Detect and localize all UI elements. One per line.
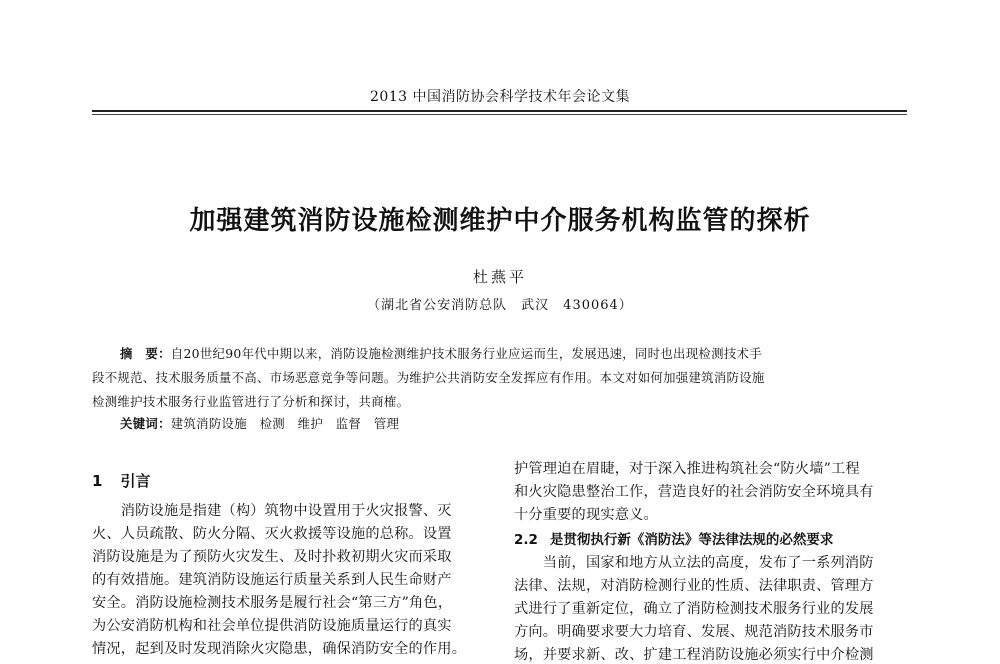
abstract-line: 段不规范、技术服务质量不高、市场恶意竞争等问题。为维护公共消防安全发挥应有作用。本文对如何加强建筑消防设施: [92, 370, 765, 385]
body-line: 式进行了重新定位，确立了消防检测技术服务行业的发展: [514, 601, 874, 617]
header-rule-thin: [92, 114, 907, 115]
body-line: 场，并要求新、改、扩建工程消防设施必须实行中介检测: [514, 647, 874, 663]
keywords-label: 关键词：: [120, 416, 171, 431]
subsection-heading: [514, 528, 908, 548]
paper-title: 加强建筑消防设施检测维护中介服务机构监管的探析: [189, 206, 811, 236]
body-line: 法律、法规，对消防检测行业的性质、法律职责、管理方: [514, 578, 874, 594]
author-affiliation: （湖北省公安消防总队 武汉 430064）: [367, 298, 633, 313]
body-line: 为公安消防机构和社会单位提供消防设施质量运行的真实: [92, 618, 452, 634]
body-line: 情况，起到及时发现消除火灾隐患，确保消防安全的作用。: [92, 641, 467, 657]
body-line: 当前，国家和地方从立法的高度，发布了一系列消防: [514, 555, 874, 571]
subsection-number: 2.2: [514, 532, 538, 548]
section-title: 引言: [120, 472, 151, 490]
keywords-text: 建筑消防设施 检测 维护 监督 管理: [170, 416, 400, 431]
section-number: 1: [92, 472, 103, 490]
header-rule: [92, 110, 907, 112]
abstract-text: 自20世纪90年代中期以来，消防设施检测维护技术服务行业应运而生，发展迅速，同时也出现检测技术手: [170, 346, 762, 361]
body-line: 的有效措施。建筑消防设施运行质量关系到人民生命财产: [92, 572, 452, 588]
body-line: 方向。明确要求要大力培育、发展、规范消防技术服务市: [514, 624, 874, 640]
abstract-line: [92, 344, 907, 362]
body-line: 消防设施是为了预防火灾发生、及时扑救初期火灾而采取: [92, 549, 452, 565]
body-line: 火、人员疏散、防火分隔、灭火救援等设施的总称。设置: [92, 526, 452, 542]
section-heading: [92, 470, 484, 491]
subsection-title: 是贯彻执行新《消防法》等法律法规的必然要求: [549, 532, 834, 548]
author-name: 杜燕平: [472, 268, 527, 286]
abstract-label: 摘 要：: [120, 346, 171, 361]
body-line: 消防设施是指建（构）筑物中设置用于火灾报警、灭: [92, 503, 452, 519]
body-line: 安全。消防设施检测技术服务是履行社会“第三方”角色，: [92, 595, 453, 611]
body-line: 护管理迫在眉睫，对于深入推进构筑社会“防火墙”工程: [514, 461, 860, 477]
abstract-line: 检测维护技术服务行业监管进行了分析和探讨，共商榷。: [92, 394, 410, 409]
running-header: 2013 中国消防协会科学技术年会论文集: [369, 89, 631, 105]
body-line: 和火灾隐患整治工作，营造良好的社会消防安全环境具有: [514, 484, 874, 500]
body-line: 十分重要的现实意义。: [514, 507, 658, 523]
keywords: [92, 414, 907, 432]
